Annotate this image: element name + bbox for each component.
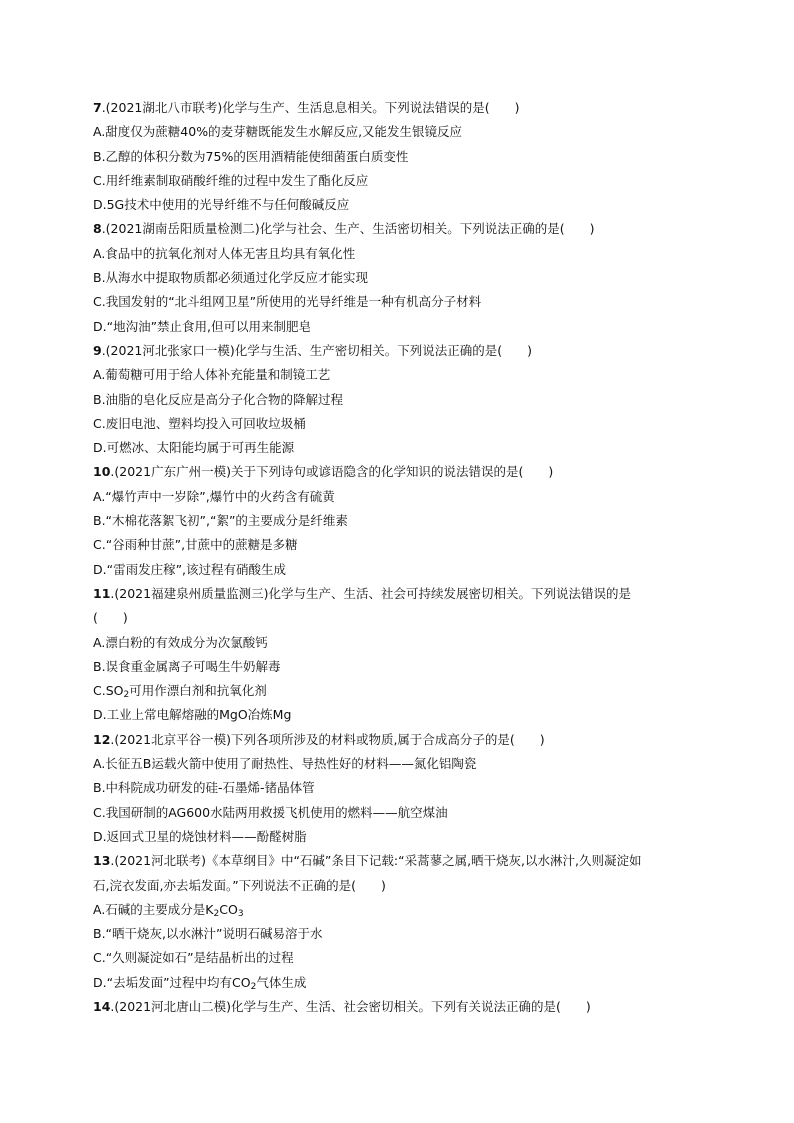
question-12-stem: 12.(2021北京平谷一模)下列各项所涉及的材料或物质,属于合成高分子的是( ) (93, 731, 545, 747)
question-list (93, 96, 713, 1019)
question-8-option-c: C.我国发射的“北斗组网卫星”所使用的光导纤维是一种有机高分子材料 (93, 294, 482, 310)
question-10-stem: 10.(2021广东广州一模)关于下列诗句或谚语隐含的化学知识的说法错误的是( ) (93, 464, 554, 480)
question-8-option-a: A.食品中的抗氧化剂对人体无害且均具有氧化性 (93, 245, 356, 261)
question-12-option-b: B.中科院成功研发的硅-石墨烯-锗晶体管 (93, 780, 315, 796)
question-8-stem: 8.(2021湖南岳阳质量检测二)化学与社会、生产、生活密切相关。下列说法正确的是( ) (93, 221, 595, 237)
question-13-stem-cont: 石,浣衣发面,亦去垢发面。”下列说法不正确的是( ) (93, 877, 386, 893)
question-7-stem: 7.(2021湖北八市联考)化学与生产、生活息息相关。下列说法错误的是( ) (93, 100, 520, 115)
question-13-option-d: D.“去垢发面”过程中均有$CO_2$气体生成 (93, 974, 307, 992)
question-13-stem: 13.(2021河北联考)《本草纲目》中“石碱”条目下记载:“采蒿蓼之属,晒干烧灰,以水淋汁,久则凝淀如 (93, 853, 642, 869)
question-11-option-d: D.工业上常电解熔融的MgO冶炼Mg (93, 707, 292, 723)
question-13-option-c: C.“久则凝淀如石”是结晶析出的过程 (93, 950, 294, 966)
question-11-stem-cont: ( ) (93, 610, 128, 626)
question-10-option-c: C.“谷雨种甘蔗”,甘蔗中的蔗糖是多糖 (93, 537, 298, 553)
question-11-stem: 11.(2021福建泉州质量监测三)化学与生产、生活、社会可持续发展密切相关。下列说法错误的是 (93, 585, 631, 601)
question-10-option-d: D.“雷雨发庄稼”,该过程有硝酸生成 (93, 561, 287, 577)
question-7-option-d: D.5G技术中使用的光导纤维不与任何酸碱反应 (93, 197, 350, 213)
question-9-option-a: A.葡萄糖可用于给人体补充能量和制镜工艺 (93, 367, 331, 383)
question-9-stem: 9.(2021河北张家口一模)化学与生活、生产密切相关。下列说法正确的是( ) (93, 342, 532, 358)
question-11-option-c: $C.SO_2$可用作漂白剂和抗氧化剂 (93, 683, 267, 701)
question-8-option-d: D.“地沟油”禁止食用,但可以用来制肥皂 (93, 318, 312, 334)
question-10-option-b: B.“木棉花落絮飞初”,“絮”的主要成分是纤维素 (93, 513, 348, 529)
question-12-option-d: D.返回式卫星的烧蚀材料——酚醛树脂 (93, 828, 307, 844)
question-14-stem: 14.(2021河北唐山二模)化学与生产、生活、社会密切相关。下列有关说法正确的是( ) (93, 998, 591, 1014)
question-8-option-b: B.从海水中提取物质都必须通过化学反应才能实现 (93, 270, 369, 286)
question-11-option-a: A.漂白粉的有效成分为次氯酸钙 (93, 634, 268, 650)
question-9-option-b: B.油脂的皂化反应是高分子化合物的降解过程 (93, 391, 344, 407)
question-12-option-a: A.长征五B运载火箭中使用了耐热性、导热性好的材料——氮化铝陶瓷 (93, 756, 477, 772)
question-7-option-b: B.乙醇的体积分数为75%的医用酒精能使细菌蛋白质变性 (93, 148, 409, 164)
question-9-option-d: D.可燃冰、太阳能均属于可再生能源 (93, 440, 295, 456)
question-12-option-c: C.我国研制的AG600水陆两用救援飞机使用的燃料——航空煤油 (93, 804, 448, 820)
question-7-option-c: C.用纤维素制取硝酸纤维的过程中发生了酯化反应 (93, 172, 369, 188)
question-7-option-a: A.甜度仅为蔗糖40%的麦芽糖既能发生水解反应,又能发生银镜反应 (93, 124, 463, 140)
question-10-option-a: A.“爆竹声中一岁除”,爆竹中的火药含有硫黄 (93, 488, 335, 504)
question-11-option-b: B.误食重金属离子可喝生牛奶解毒 (93, 658, 281, 674)
question-13-option-b: B.“晒干烧灰,以水淋汁”说明石碱易溶于水 (93, 926, 323, 942)
question-9-option-c: C.废旧电池、塑料均投入可回收垃圾桶 (93, 415, 306, 431)
question-13-option-a: A.石碱的主要成分是$K_2CO_3$ (93, 901, 244, 919)
